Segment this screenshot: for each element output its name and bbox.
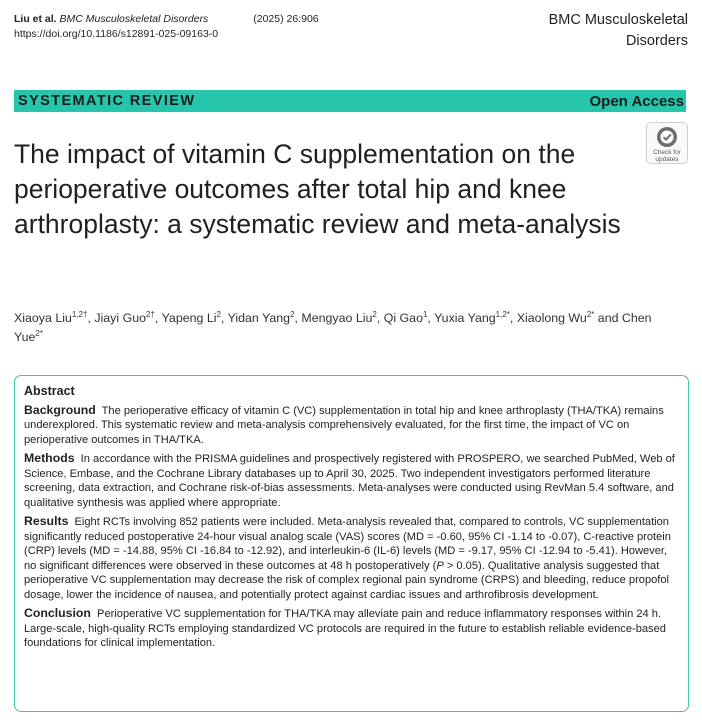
- author-separator: ,: [220, 311, 228, 325]
- conclusion-label: Conclusion: [24, 606, 91, 620]
- author-short: Liu et al.: [14, 13, 57, 25]
- author-affiliation: 1: [422, 309, 428, 319]
- methods-label: Methods: [24, 451, 75, 465]
- author-affiliation: 2*: [586, 309, 595, 319]
- author-name: Yapeng Li: [161, 311, 217, 325]
- author-name: Jiayi Guo: [94, 311, 146, 325]
- author-name: Mengyao Liu: [301, 311, 373, 325]
- doi-link[interactable]: https://doi.org/10.1186/s12891-025-09163-0: [14, 28, 219, 40]
- check-for-updates-icon: [656, 126, 678, 148]
- author-name: Chen Yue: [14, 311, 652, 344]
- article-type-banner: [14, 90, 686, 112]
- journal-name-short: BMC Musculoskeletal Disorders: [59, 13, 209, 25]
- background-label: Background: [24, 402, 96, 417]
- check-for-updates-label: [653, 149, 681, 163]
- author[interactable]: [434, 311, 510, 325]
- citation-line: [14, 12, 319, 27]
- author-separator: ,: [154, 311, 162, 325]
- abstract-methods: [24, 451, 680, 510]
- author-affiliation: 2*: [35, 328, 43, 338]
- author-name: Yuxia Yang: [434, 311, 496, 325]
- open-access-label: Open Access: [589, 92, 684, 110]
- abstract-results: [24, 514, 680, 602]
- author[interactable]: [94, 311, 155, 325]
- abstract-background: [24, 403, 680, 448]
- year-volume: (2025) 26:906: [253, 13, 319, 25]
- author-separator: ,: [509, 311, 517, 325]
- abstract-heading: Abstract: [24, 384, 75, 398]
- author[interactable]: [162, 311, 221, 325]
- author-affiliation: 2: [216, 309, 221, 319]
- author[interactable]: [14, 311, 87, 325]
- conclusion-text: Perioperative VC supplementation for THA/TKA may alleviate pain and reduce inflammatory responses within 24 h. Large-scale, high-quality RCTs employing standardized VC protocols are required in the future to establish reliable evidence-based foundations for clinical implementation.: [24, 608, 666, 649]
- author-affiliation: 1,2*: [495, 309, 510, 319]
- results-label: Results: [24, 514, 69, 528]
- check-line1: Check for: [653, 149, 681, 156]
- author[interactable]: [301, 311, 376, 325]
- methods-text: In accordance with the PRISMA guidelines and prospectively registered with PROSPERO, we searched PubMed, Web of Science, Embase, and the Cochrane Library databases up to April 30, 2025. Two independent investigators performed literature screening, data extraction, and Cochrane risk-of-bias assessments. Meta-analyses were conducted using RevMan 5.4 software, and qualitative synthesis was applied where appropriate.: [24, 453, 675, 509]
- author-affiliation: 2†: [146, 309, 155, 319]
- author[interactable]: [384, 311, 428, 325]
- author-separator: ,: [294, 311, 302, 325]
- author-name: Yidan Yang: [227, 311, 291, 325]
- author-affiliation: 2: [372, 309, 377, 319]
- journal-title-line1: BMC Musculoskeletal: [548, 12, 688, 28]
- author-name: Xiaolong Wu: [516, 311, 587, 325]
- p-value-symbol: P: [436, 559, 444, 572]
- abstract-box: [14, 375, 689, 712]
- background-text: The perioperative efficacy of vitamin C (VC) supplementation in total hip and knee arthroplasty (THA/TKA) remains underexplored. This systematic review and meta-analysis comprehensively evaluated, for the first time, the impact of VC on perioperative outcomes in THA/TKA.: [24, 404, 664, 446]
- journal-title: [549, 10, 688, 52]
- author-name: Qi Gao: [383, 311, 423, 325]
- article-type: SYSTEMATIC REVIEW: [18, 93, 196, 109]
- author-separator: ,: [87, 311, 95, 325]
- author[interactable]: [517, 311, 595, 325]
- article-title: The impact of vitamin C supplementation on the perioperative outcomes after total hip and knee arthroplasty: a systematic review and meta-analysis: [14, 139, 621, 239]
- results-text: Eight RCTs involving 852 patients were included. Meta-analysis revealed that, compared to controls, VC supplementation significantly reduced postoperative 24-hour visual analog scale (VAS) scores (MD = -0.60, 95% CI -1.14 to -0.07), C-reactive protein (CRP) levels (MD = -14.88, 95% CI -16.84 to -12.92), and interleukin-6 (IL-6) levels (MD = -9.17, 95% CI -12.94 to -5.41). However, no significant differences were observed in these outcomes at 48 h postoperatively (: [24, 516, 671, 572]
- journal-title-line2: Disorders: [625, 33, 688, 49]
- author[interactable]: [228, 311, 295, 325]
- author-affiliation: 1,2†: [71, 309, 88, 319]
- check-for-updates-button[interactable]: [646, 122, 688, 164]
- author-separator: and: [594, 311, 622, 325]
- author-separator: ,: [376, 311, 384, 325]
- results-text-continued: > 0.05). Qualitative analysis suggested that perioperative VC supplementation may decrease the risk of complex regional pain syndrome (CRPS) and bleeding, reduce propofol dosage, lower the incidence of nausea, and potentially protect against cardiac issues and arthrofibrosis development.: [24, 559, 670, 601]
- author-list: [14, 309, 674, 347]
- author-name: Xiaoya Liu: [14, 311, 72, 325]
- check-line2: updates: [655, 156, 679, 163]
- author-affiliation: 2: [290, 309, 295, 319]
- abstract-conclusion: [24, 606, 680, 651]
- running-header: [14, 12, 319, 42]
- author-separator: ,: [427, 311, 435, 325]
